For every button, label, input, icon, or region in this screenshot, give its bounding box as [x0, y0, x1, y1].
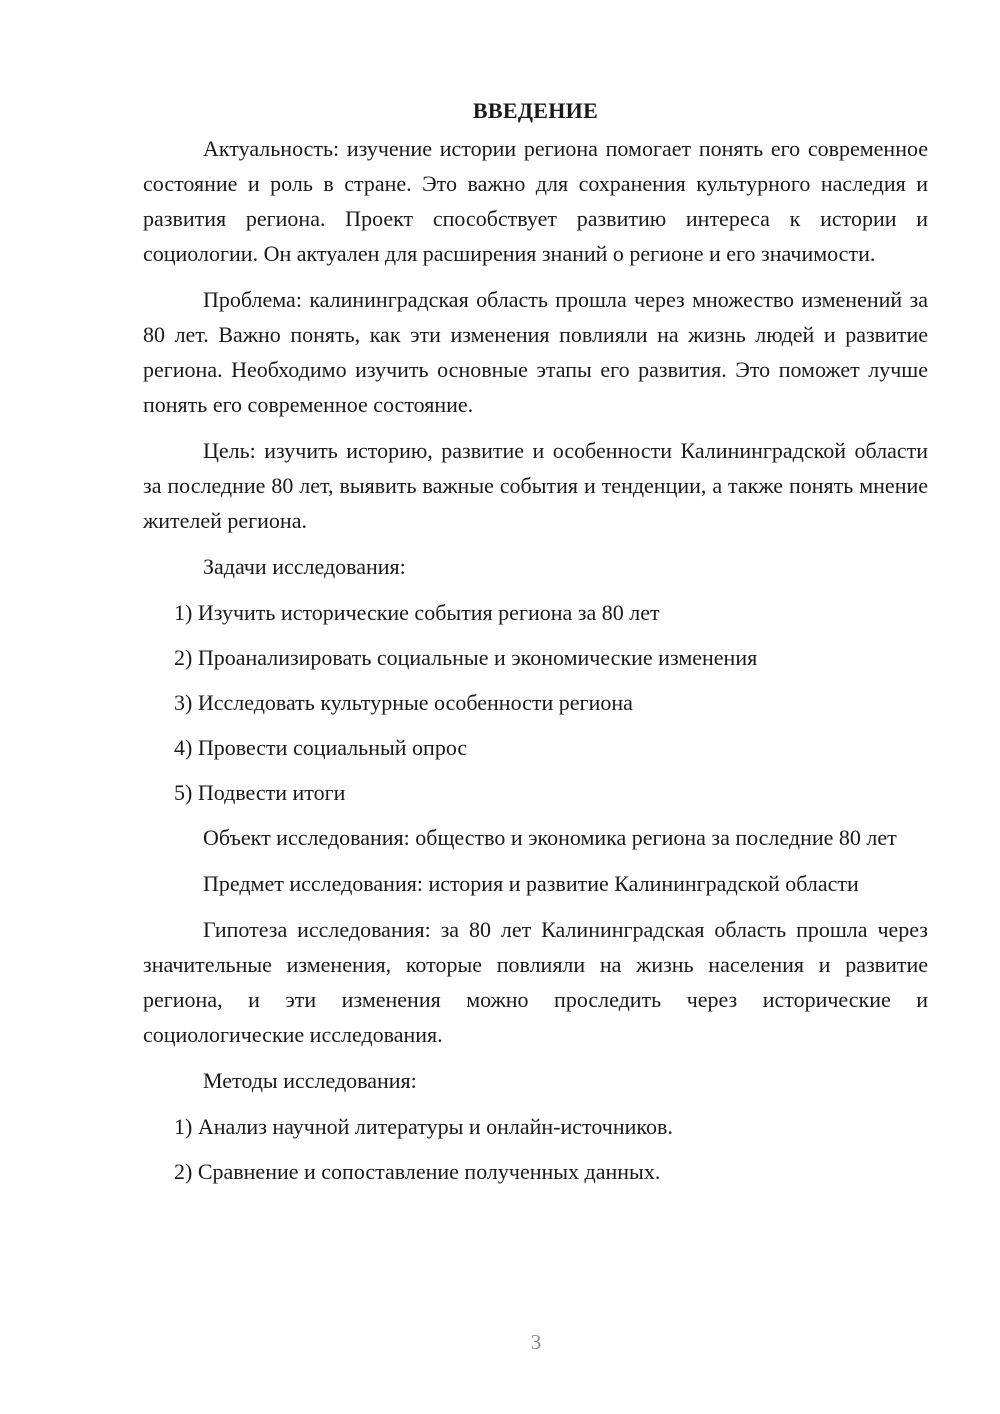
goal-paragraph: Цель: изучить историю, развитие и особенности Калининградской области за последние 80 лет, выявить важные события и тенденции, а также понять мнение жителей региона. — [143, 438, 928, 533]
page-number: 3 — [530, 1330, 542, 1354]
list-item: 3) Исследовать культурные особенности региона — [174, 690, 633, 715]
methods-list — [143, 1109, 928, 1189]
list-item: 2) Проанализировать социальные и экономические изменения — [174, 645, 758, 670]
section-title: ВВЕДЕНИЕ — [472, 98, 599, 123]
list-item: 2) Сравнение и сопоставление полученных данных. — [174, 1159, 661, 1184]
hypothesis-paragraph: Гипотеза исследования: за 80 лет Калининградская область прошла через значительные изменения, которые повлияли на жизнь населения и развитие региона, и эти изменения можно проследить через исторические и социологические исследования. — [143, 917, 928, 1047]
list-item: 5) Подвести итоги — [174, 780, 346, 805]
methods-heading: Методы исследования: — [203, 1068, 417, 1093]
tasks-list — [143, 595, 928, 810]
relevance-paragraph: Актуальность: изучение истории региона помогает понять его современное состояние и роль в стране. Это важно для сохранения культурного наследия и развития региона. Проект способствует развитию интереса к истории и социологии. Он актуален для расширения знаний о регионе и его значимости. — [143, 136, 928, 266]
page-content — [143, 96, 928, 1199]
object-paragraph: Объект исследования: общество и экономика региона за последние 80 лет — [203, 825, 897, 850]
subject-paragraph: Предмет исследования: история и развитие Калининградской области — [203, 871, 859, 896]
problem-paragraph: Проблема: калининградская область прошла через множество изменений за 80 лет. Важно понять, как эти изменения повлияли на жизнь людей и развитие региона. Необходимо изучить основные этапы его развития. Это поможет лучше понять его современное состояние. — [143, 287, 928, 417]
list-item: 1) Анализ научной литературы и онлайн-источников. — [174, 1114, 673, 1139]
list-item: 4) Провести социальный опрос — [174, 735, 468, 760]
tasks-heading: Задачи исследования: — [203, 554, 406, 579]
list-item: 1) Изучить исторические события региона за 80 лет — [174, 600, 660, 625]
